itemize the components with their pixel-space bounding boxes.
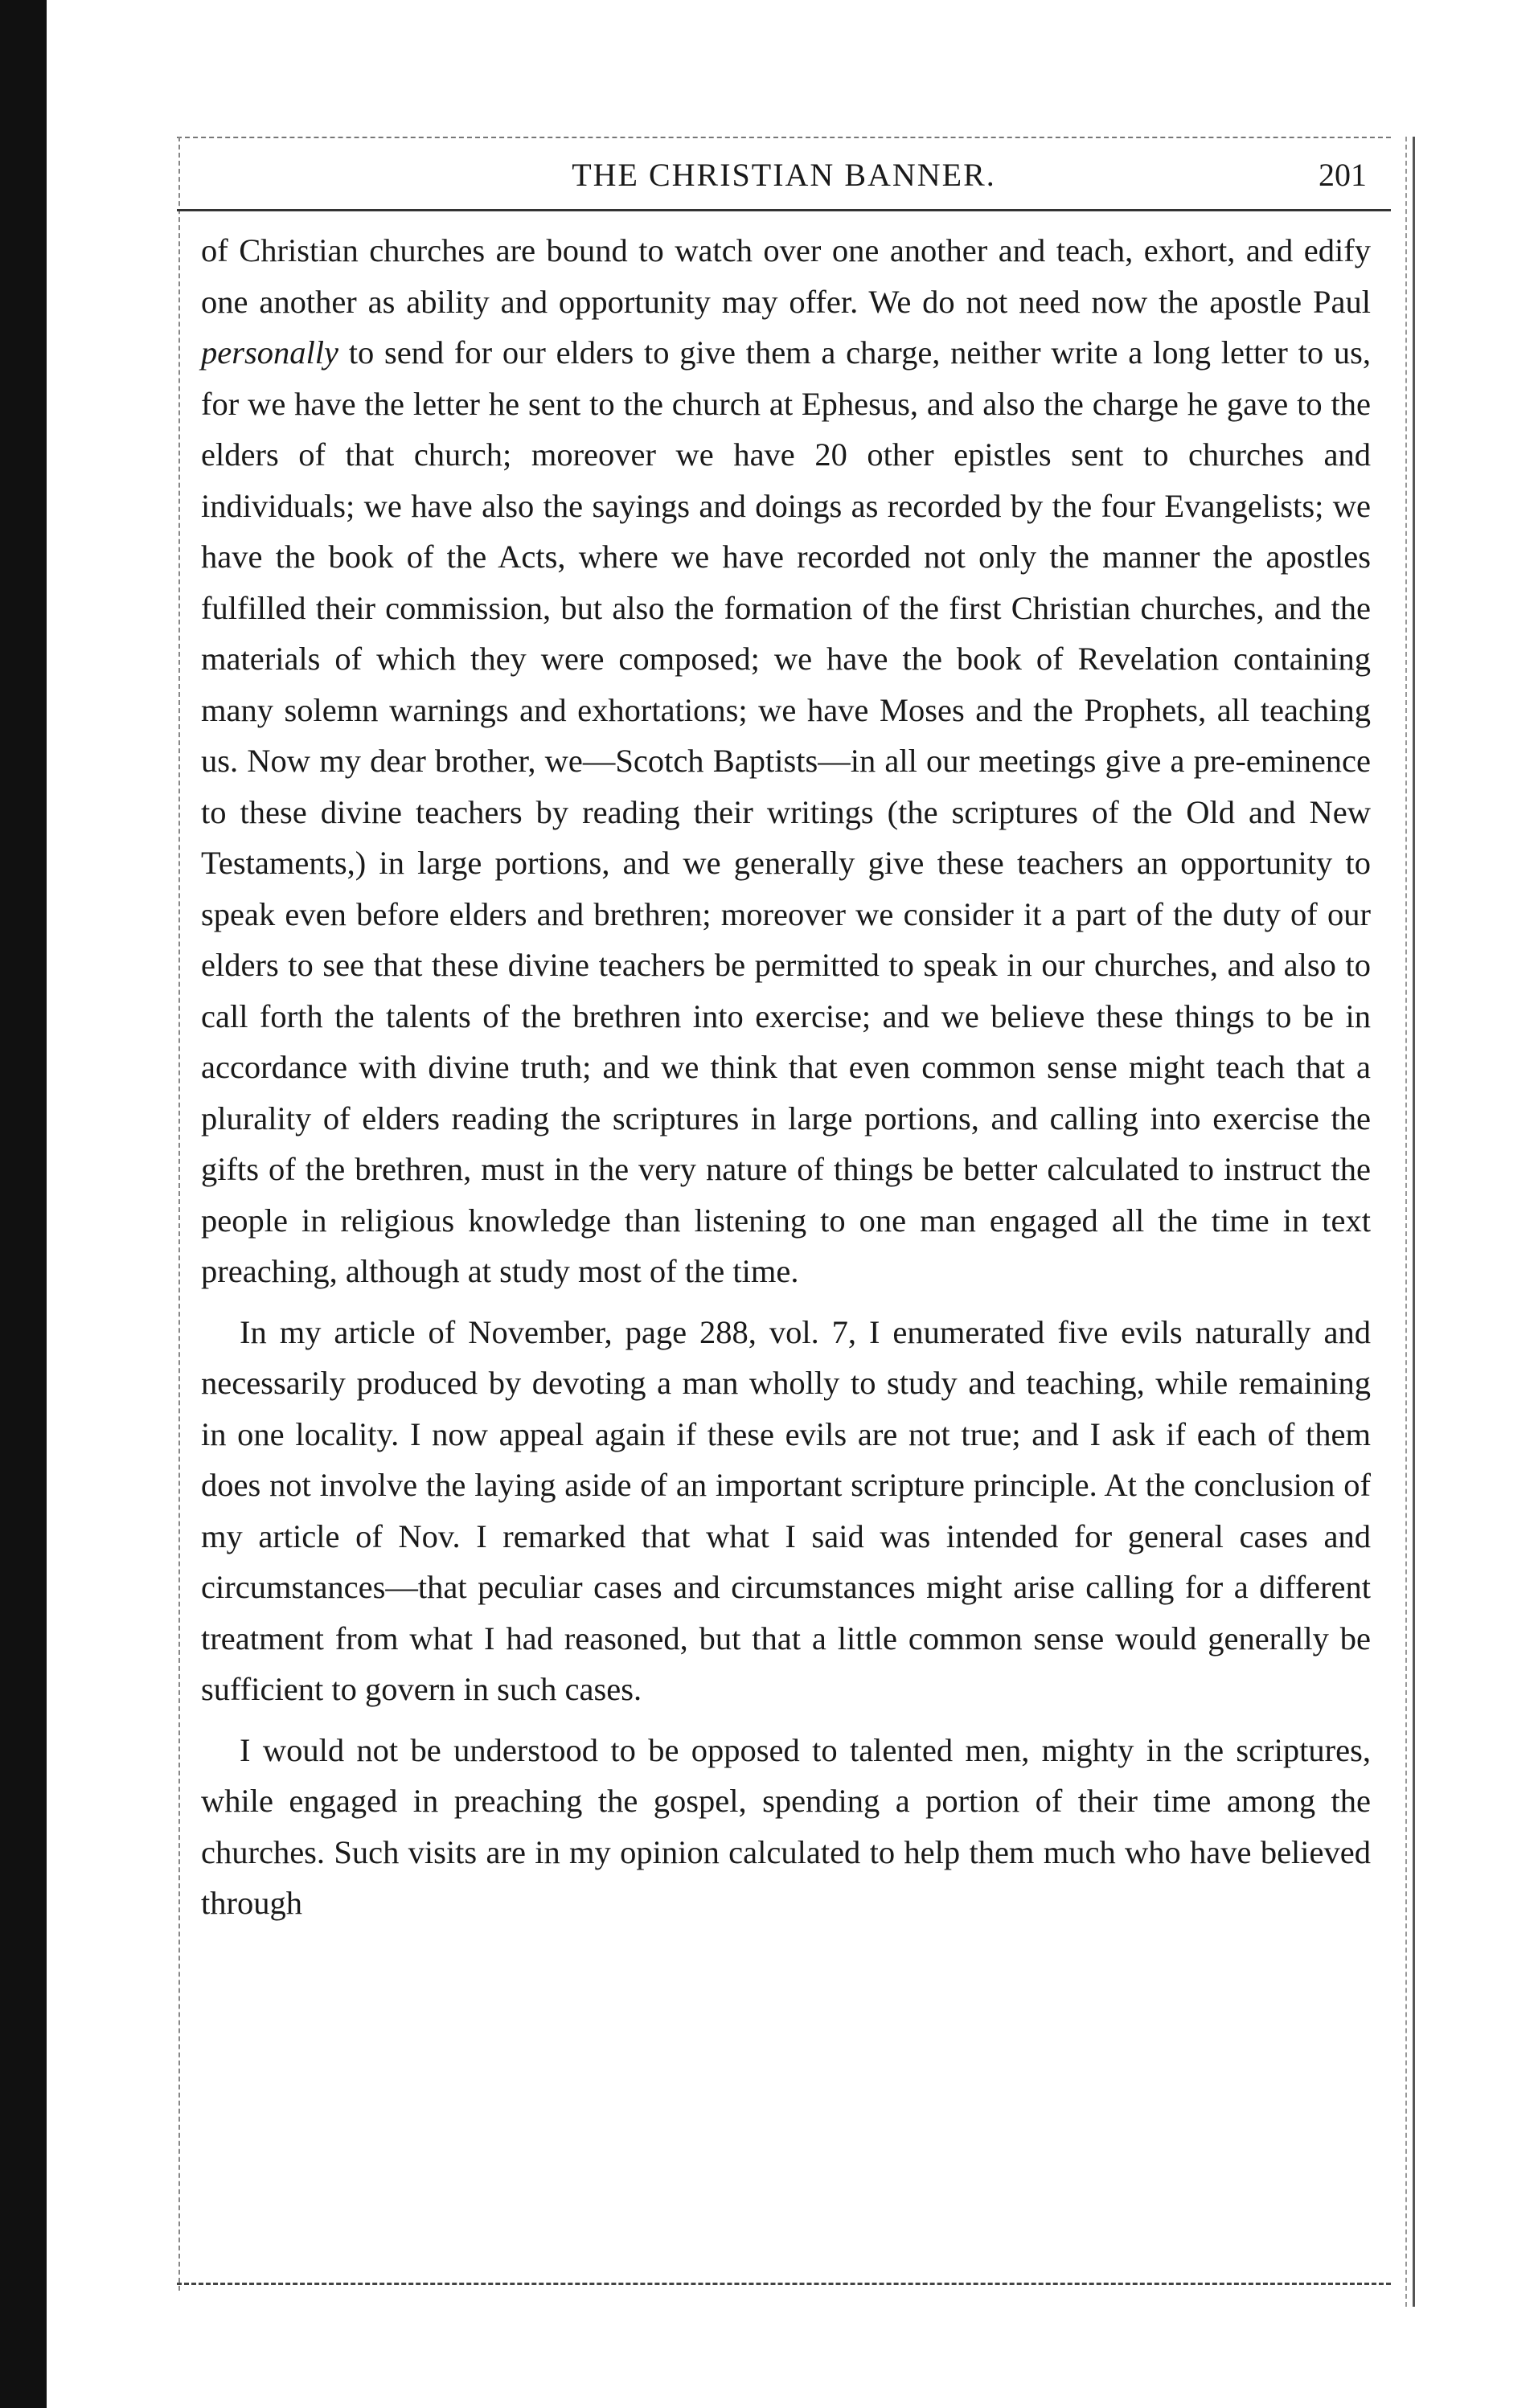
page-number: 201 [1319, 157, 1367, 193]
header-rule [177, 209, 1391, 211]
top-rule [177, 137, 1391, 138]
binding-edge [0, 0, 47, 2408]
paragraph-1-start: of Christian churches are bound to watch over one another and teach, exhort, and edify one another as ability and opportunity may offer. We do not need now the apostle Paul [201, 232, 1371, 320]
left-margin-rule [178, 137, 180, 2291]
paragraph-1-rest: to send for our elders to give them a charge, neither write a long letter to us, for we have the letter he sent to the church at Ephesus, and also the charge he gave to the elders of that church; moreover we have 20 other epistles sent to churches and individuals; we have also the sayings and doings as recorded by the four Evangelists; we have the book of the Acts, where we have recorded not only the manner the apostles fulfilled their commission, but also the formation of the first Christian churches, and the materials of which they were composed; we have the book of Revelation containing many solemn warnings and exhortations; we have Moses and the Prophets, all teaching us. Now my dear brother, we—Scotch Baptists—in all our meetings give a pre-eminence to these divine teachers by reading their writings (the scriptures of the Old and New Testaments,) in large portions, and we generally give these teachers an opportunity to speak even before elders and brethren; moreover we consider it a part of the duty of our elders to see that these divine teachers be permitted to speak in our churches, and also to call forth the talents of the brethren into exercise; and we believe these things to be in accordance with divine truth; and we think that even common sense might teach that a plurality of elders reading the scriptures in large portions, and calling into exercise the gifts of the brethren, must in the very nature of things be better calculated to instruct the people in religious knowledge than listening to one man engaged all the time in text preaching, although at study most of the time. [201, 334, 1371, 1289]
page-header [185, 153, 1383, 201]
paragraph-2: In my article of November, page 288, vol. 7, I enumerated five evils naturally and necessarily produced by devoting a man wholly to study and teaching, while remaining in one locality. I now appeal again if these evils are not true; and I ask if each of them does not involve the laying aside of an important scripture principle. At the conclusion of my article of Nov. I remarked that what I said was intended for general cases and circumstances—that peculiar cases and circumstances might arise calling for a different treatment from what I had reasoned, but that a little common sense would generally be sufficient to govern in such cases. [201, 1313, 1371, 1707]
article-body [201, 225, 1371, 1939]
paragraph-1 [201, 225, 1371, 1297]
bottom-rule [177, 2283, 1391, 2285]
book-page [161, 121, 1415, 2307]
paragraph-3: I would not be understood to be opposed to talented men, mighty in the scriptures, while engaged in preaching the gospel, spending a portion of their time among the churches. Such visits are in my opinion calculated to help them much who have believed through [201, 1731, 1371, 1921]
right-margin-rule [1413, 137, 1415, 2307]
running-title: THE CHRISTIAN BANNER. [572, 157, 996, 193]
emphasis-personally: personally [201, 334, 338, 371]
right-margin-rule-inner [1405, 137, 1407, 2307]
